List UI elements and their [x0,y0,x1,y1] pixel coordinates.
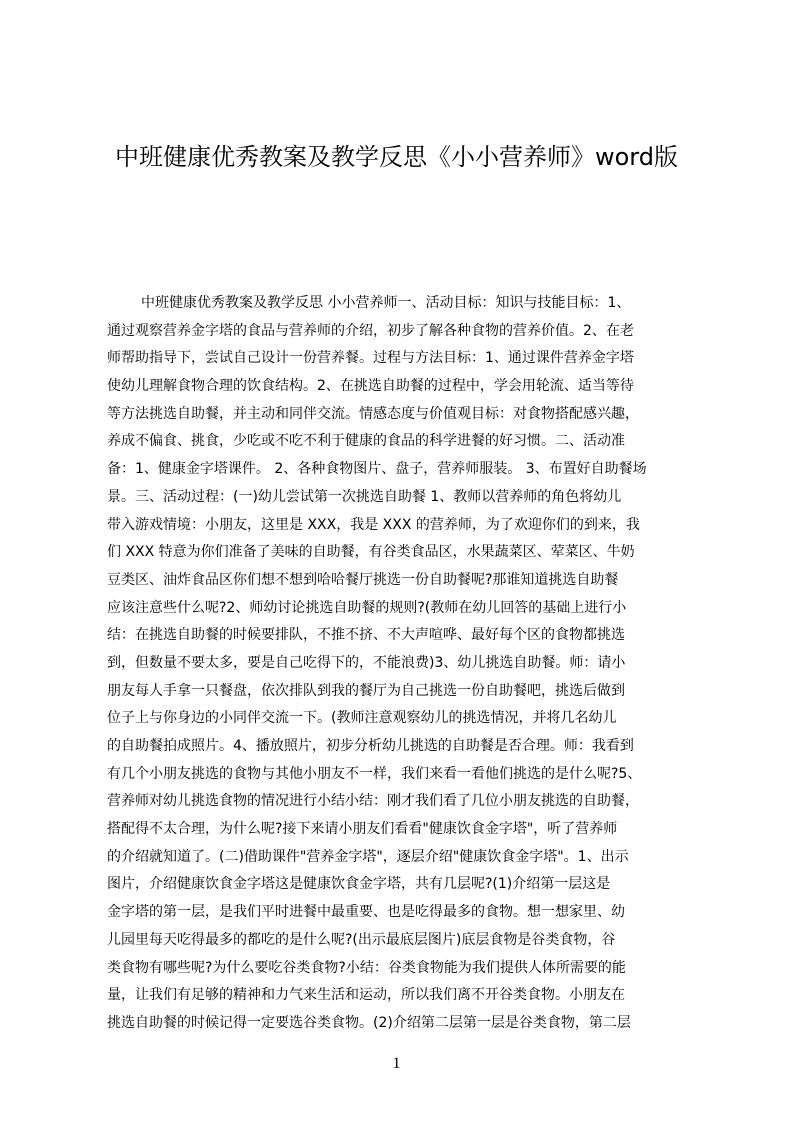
body-text-line: 结：在挑选自助餐的时候要排队，不推不挤、不大声喧哗、最好每个区的食物都挑选 [107,627,625,644]
body-text-line: 搭配得不太合理，为什么呢?接下来请小朋友们看看"健康饮食金字塔"，听了营养师 [107,821,618,838]
page-number: 1 [392,1055,401,1072]
body-text-line: 师帮助指导下，尝试自己设计一份营养餐。过程与方法目标：1、通过课件营养金字塔 [107,350,634,367]
body-text-line: 量，让我们有足够的精神和力气来生活和运动，所以我们离不开谷类食物。小朋友在 [107,987,625,1004]
body-text-line: 备：1、健康金字塔课件。 2、各种食物图片、盘子，营养师服装。 3、布置好自助餐场 [107,461,647,478]
body-text-line: 到，但数量不要太多，要是自己吃得下的，不能浪费)3、幼儿挑选自助餐。师：请小 [107,654,626,671]
body-text-line: 带入游戏情境：小朋友，这里是 XXX，我是 XXX 的营养师，为了欢迎你们的到来，我 [107,516,640,533]
body-text-line: 中班健康优秀教案及教学反思 小小营养师一、活动目标：知识与技能目标：1、 [141,295,631,311]
body-text-line: 挑选自助餐的时候记得一定要选谷类食物。(2)介绍第二层第一层是谷类食物，第二层 [107,1014,631,1031]
body-text-line: 使幼儿理解食物合理的饮食结构。2、在挑选自助餐的过程中，学会用轮流、适当等待 [107,378,634,395]
body-text-line: 通过观察营养金字塔的食品与营养师的介绍，初步了解各种食物的营养价值。2、在老 [107,322,634,339]
body-text-line: 养成不偏食、挑食，少吃或不吃不利于健康的食品的科学进餐的好习惯。二、活动准 [107,433,625,450]
body-text-line: 儿园里每天吃得最多的都吃的是什么呢?(出示最底层图片)底层食物是谷类食物，谷 [107,931,616,948]
body-text-line: 类食物有哪些呢?为什么要吃谷类食物?小结：谷类食物能为我们提供人体所需要的能 [107,959,626,976]
body-text-line: 金字塔的第一层，是我们平时进餐中最重要、也是吃得最多的食物。想一想家里、幼 [107,904,625,921]
body-text-line: 的介绍就知道了。(二)借助课件"营养金字塔"，逐层介绍"健康饮食金字塔"。1、出示 [107,848,629,865]
body-text-line: 景。三、活动过程：(一)幼儿尝试第一次挑选自助餐 1、教师以营养师的角色将幼儿 [107,488,622,505]
body-text-line: 图片，介绍健康饮食金字塔这是健康饮食金字塔，共有几层呢?(1)介绍第一层这是 [107,876,611,893]
body-text-line: 豆类区、油炸食品区你们想不想到哈哈餐厅挑选一份自助餐呢?那谁知道挑选自助餐 [107,571,619,588]
body-text-line: 有几个小朋友挑选的食物与其他小朋友不一样，我们来看一看他们挑选的是什么呢?5、 [107,765,642,782]
body-text-line: 应该注意些什么呢?2、师幼讨论挑选自助餐的规则?(教师在幼儿回答的基础上进行小 [107,599,627,616]
body-text-line: 营养师对幼儿挑选食物的情况进行小结小结：刚才我们看了几位小朋友挑选的自助餐， [107,793,639,810]
body-text-line: 等方法挑选自助餐，并主动和同伴交流。情感态度与价值观目标：对食物搭配感兴趣， [107,405,639,422]
body-text-line: 朋友每人手拿一只餐盘，依次排队到我的餐厅为自己挑选一份自助餐吧，挑选后做到 [107,682,625,699]
body-text-line: 们 XXX 特意为你们准备了美味的自助餐，有谷类食品区，水果蔬菜区、荤菜区、牛奶 [107,544,635,561]
document-title: 中班健康优秀教案及教学反思《小小营养师》word版 [115,143,678,171]
body-text-line: 位子上与你身边的小同伴交流一下。(教师注意观察幼儿的挑选情况，并将几名幼儿 [107,710,617,727]
body-text-line: 的自助餐拍成照片。4、播放照片，初步分析幼儿挑选的自助餐是否合理。师：我看到 [107,738,634,754]
document-body [107,290,697,1038]
